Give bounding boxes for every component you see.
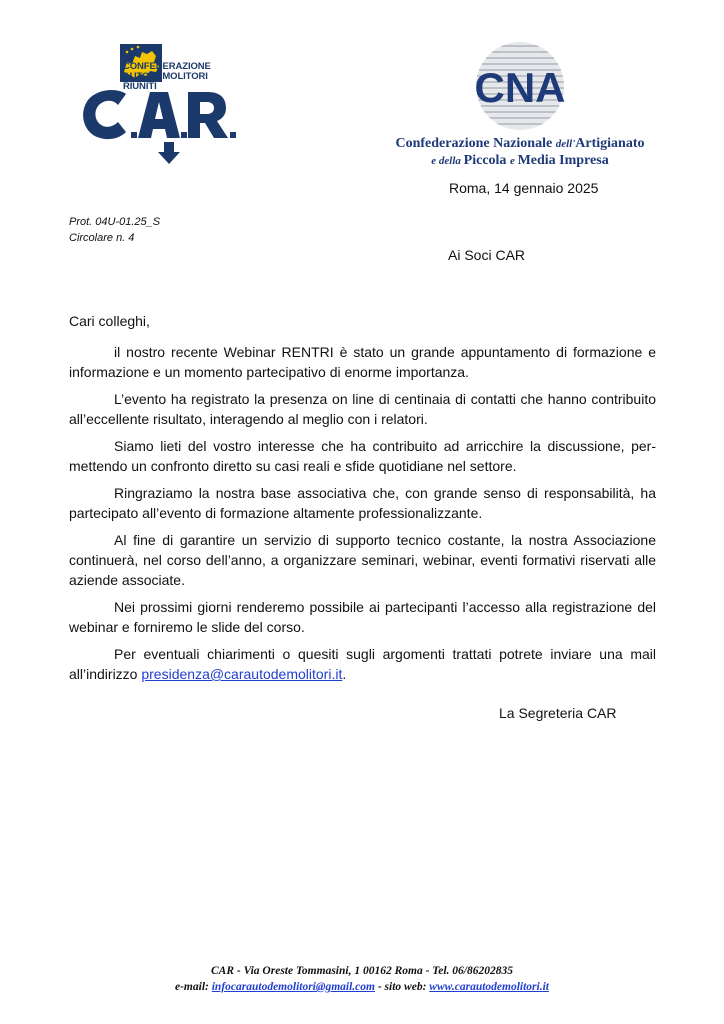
recipient: Ai Soci CAR [448, 247, 526, 263]
protocol-number: Prot. 04U-01.25_S [69, 216, 161, 228]
cna-logo [388, 40, 652, 172]
paragraph-2: L’evento ha registrato la presenza on line di centinaia di contatti che hanno contribuito all’eccellente risultato, interagendo al meglio con i relatori. [69, 391, 656, 427]
footer-email-label: e-mail: [175, 981, 212, 993]
cna-line2-d: Media Impresa [517, 153, 609, 168]
cna-title-line-2 [388, 153, 652, 169]
paragraph-7-text: Per eventuali chiarimenti o quesiti sugli argomenti trattati potrete inviare una mail all’indirizzo [69, 646, 656, 682]
paragraph-7 [69, 644, 656, 684]
cna-line2-a: e della [431, 155, 464, 167]
car-name-line-1: CONFEDERAZIONE [123, 61, 211, 72]
paragraph-3: Siamo lieti del vostro interesse che ha contribuito ad arricchire la discussione, permettendo un confronto diretto su casi reali e sfide quotidiane nel settore. [69, 438, 656, 474]
footer-web-label: - sito web: [374, 981, 430, 993]
paragraph-6: Nei prossimi giorni renderemo possibile ai partecipanti l’accesso alla registrazione del webinar e forniremo le slide del corso. [69, 599, 656, 635]
cna-line1-c: Artigianato [575, 136, 645, 151]
presidenza-email-link[interactable]: presidenza@carautodemolitori.it [141, 666, 343, 682]
car-name-line-3: RIUNITI [123, 81, 157, 92]
letter-date: Roma, 14 gennaio 2025 [449, 180, 599, 196]
salutation: Cari colleghi, [69, 313, 150, 329]
footer-website-link[interactable]: www.carautodemolitori.it [429, 981, 549, 993]
protocol-block [69, 214, 160, 246]
footer-contacts [0, 979, 724, 995]
footer-address: CAR - Via Oreste Tommasini, 1 00162 Roma - Tel. 06/86202835 [210, 965, 513, 977]
car-name-line-2: AUTODEMOLITORI [123, 71, 208, 82]
cna-line2-b: Piccola [463, 153, 510, 168]
paragraph-7-end: . [342, 666, 347, 682]
signature: La Segreteria CAR [499, 705, 617, 721]
cna-emblem [388, 40, 652, 136]
cna-line2-c: e [509, 155, 518, 167]
circular-number: Circolare n. 4 [69, 232, 135, 244]
paragraph-4: Ringraziamo la nostra base associativa che, con grande senso di responsabilità, ha partecipato all’evento di formazione altamente professionalizzante. [69, 485, 656, 521]
footer [0, 963, 724, 995]
paragraph-5: Al fine di garantire un servizio di supporto tecnico costante, la nostra Associazione continuerà, nel corso dell’anno, a organizzare seminari, webinar, eventi formativi riservati alle aziende associate. [69, 532, 656, 588]
cna-title-line-1 [388, 136, 652, 152]
letter-body [69, 311, 656, 691]
cna-mark: CNA [474, 64, 566, 111]
cna-line1-a: Confederazione Nazionale [395, 136, 556, 151]
paragraph-1: il nostro recente Webinar RENTRI è stato un grande appuntamento di formazione e informazione e un momento partecipativo di enorme importanza. [69, 344, 656, 380]
footer-email-link[interactable]: infocarautodemolitori@gmail.com [211, 981, 375, 993]
cna-line1-b: dell' [555, 138, 576, 150]
car-logo [80, 42, 260, 167]
